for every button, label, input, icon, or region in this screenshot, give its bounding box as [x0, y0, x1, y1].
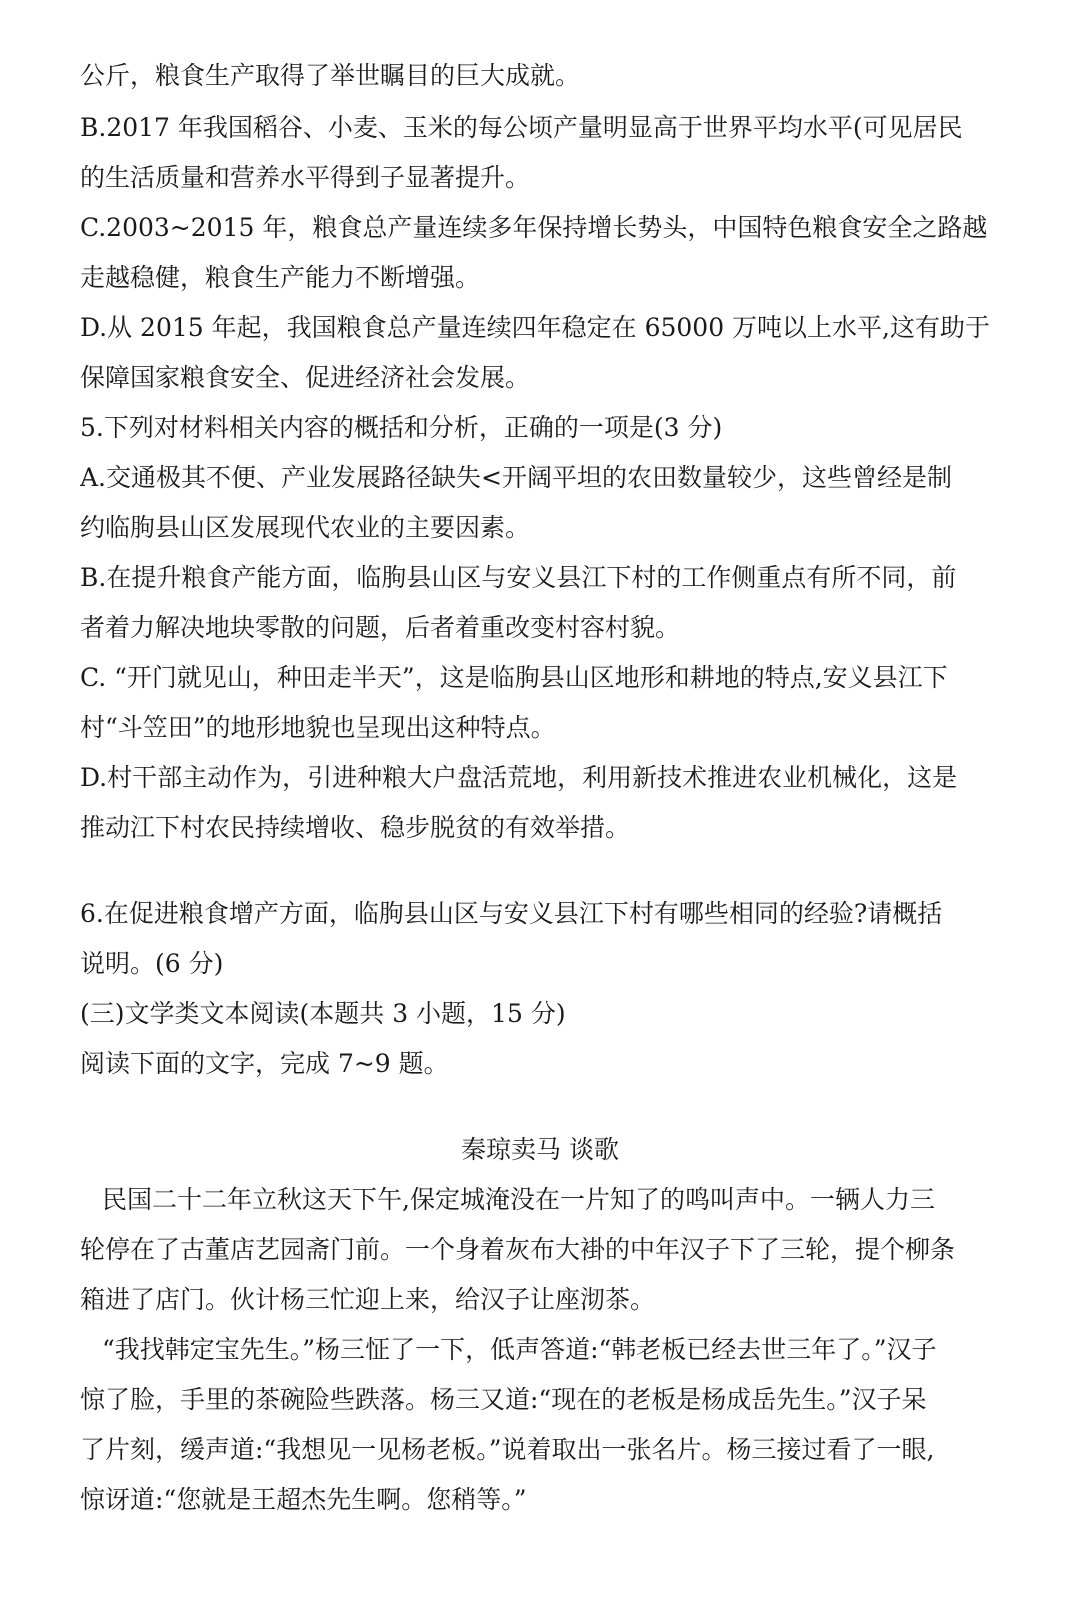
q5-stem: 5.下列对材料相关内容的概括和分析，正确的一项是(3 分)	[80, 413, 723, 442]
q4-option-b-line2: 的生活质量和营养水平得到子显著提升。	[80, 163, 531, 192]
q4-option-d-line1: D.从 2015 年起，我国粮食总产量连续四年稳定在 65000 万吨以上水平,这有助于	[80, 313, 990, 342]
q4-option-c-line1: C.2003~2015 年，粮食总产量连续多年保持增长势头，中国特色粮食安全之路越	[80, 213, 988, 242]
story-p1-line1: 民国二十二年立秋这天下午,保定城淹没在一片知了的鸣叫声中。一辆人力三	[102, 1185, 935, 1214]
story-p2-line3: 了片刻，缓声道:“我想见一见杨老板。”说着取出一张名片。杨三接过看了一眼,	[80, 1435, 935, 1464]
q5-option-b-line2: 者着力解决地块零散的问题，后者着重改变村容村貌。	[80, 613, 681, 642]
q5-option-c-line2: 村“斗笠田”的地形地貌也呈现出这种特点。	[80, 713, 556, 742]
intro-tail-line: 公斤，粮食生产取得了举世瞩目的巨大成就。	[80, 61, 581, 90]
section3-instruction: 阅读下面的文字，完成 7~9 题。	[80, 1049, 449, 1078]
story-p2-line4: 惊讶道:“您就是王超杰先生啊。您稍等。”	[80, 1485, 527, 1514]
story-p1-line2: 轮停在了古董店艺园斋门前。一个身着灰布大褂的中年汉子下了三轮，提个柳条	[80, 1235, 956, 1264]
story-p2-line2: 惊了脸，手里的茶碗险些跌落。杨三又道:“现在的老板是杨成岳先生。”汉子呆	[80, 1385, 927, 1414]
q4-option-b-line1: B.2017 年我国稻谷、小麦、玉米的每公顷产量明显高于世界平均水平(可见居民	[80, 113, 963, 142]
q6-line2: 说明。(6 分)	[80, 949, 224, 978]
q5-option-d-line1: D.村干部主动作为，引进种粮大户盘活荒地，利用新技术推进农业机械化，这是	[80, 763, 958, 792]
story-p1-line3: 箱进了店门。伙计杨三忙迎上来，给汉子让座沏茶。	[80, 1285, 656, 1314]
q4-option-d-line2: 保障国家粮食安全、促进经济社会发展。	[80, 363, 531, 392]
section3-heading: (三)文学类文本阅读(本题共 3 小题，15 分)	[80, 999, 566, 1028]
story-title: 秦琼卖马 谈歌	[461, 1135, 619, 1164]
q5-option-c-line1: C. “开门就见山，种田走半天”，这是临朐县山区地形和耕地的特点,安义县江下	[80, 663, 948, 692]
story-p2-line1: “我找韩定宝先生。”杨三怔了一下，低声答道:“韩老板已经去世三年了。”汉子	[102, 1335, 937, 1364]
q5-option-a-line1: A.交通极其不便、产业发展路径缺失<开阔平坦的农田数量较少，这些曾经是制	[80, 463, 952, 492]
q4-option-c-line2: 走越稳健，粮食生产能力不断增强。	[80, 263, 481, 292]
q5-option-a-line2: 约临朐县山区发展现代农业的主要因素。	[80, 513, 531, 542]
q5-option-d-line2: 推动江下村农民持续增收、稳步脱贫的有效举措。	[80, 813, 631, 842]
q5-option-b-line1: B.在提升粮食产能方面，临朐县山区与安义县江下村的工作侧重点有所不同，前	[80, 563, 957, 592]
q6-line1: 6.在促进粮食增产方面，临朐县山区与安义县江下村有哪些相同的经验?请概括	[80, 899, 943, 928]
